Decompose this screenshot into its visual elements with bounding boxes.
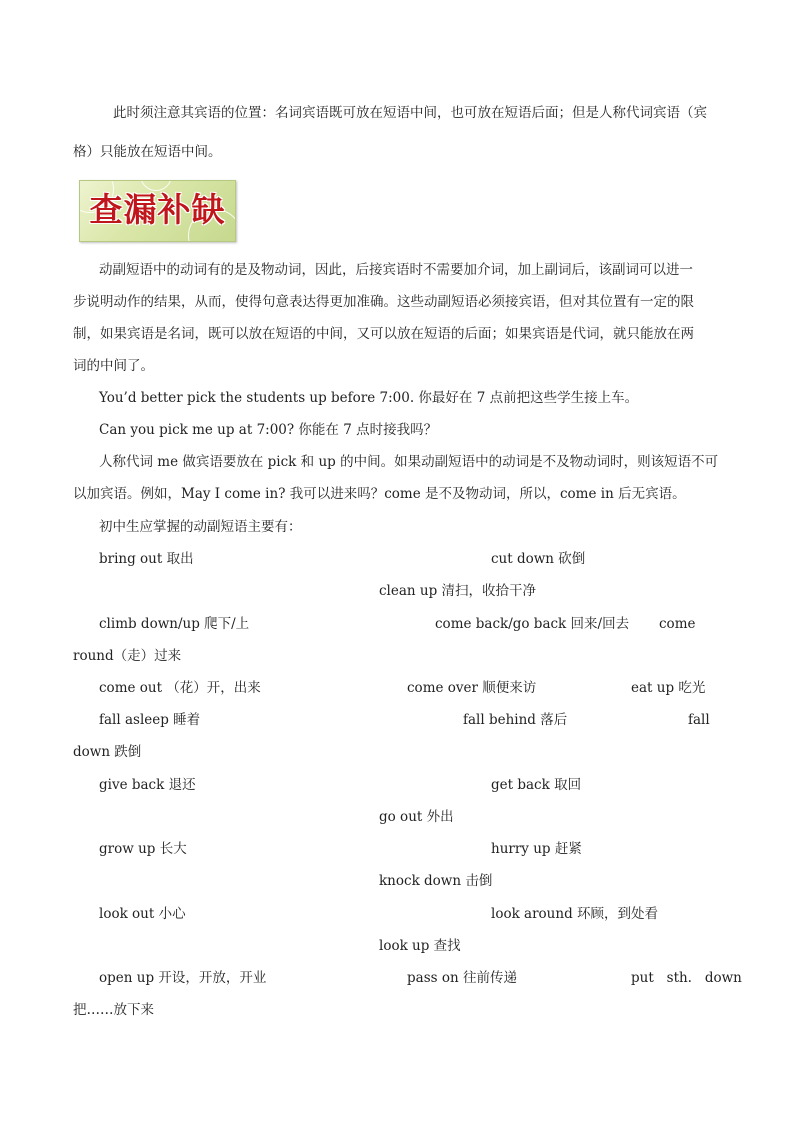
- paragraph-2-line-2: 以加宾语。例如，May I come in? 我可以进来吗？come 是不及物动词，所以，come in 后无宾语。: [73, 486, 686, 502]
- section-banner: [79, 180, 236, 242]
- paragraph-1-line-2: 步说明动作的结果，从而，使得句意表达得更加准确。这些动副短语必须接宾语，但对其位置有一定的限: [73, 294, 694, 310]
- phrase-open-up: open up 开设，开放，开业: [99, 970, 267, 986]
- phrase-cut-down: cut down 砍倒: [491, 551, 586, 567]
- intro-line-1: 此时须注意其宾语的位置：名词宾语既可放在短语中间，也可放在短语后面；但是人称代词宾语（宾: [113, 105, 707, 121]
- paragraph-1-line-3: 制，如果宾语是名词，既可以放在短语的中间，又可以放在短语的后面；如果宾语是代词，就只能放在两: [73, 326, 694, 342]
- phrase-list-intro: 初中生应掌握的动副短语主要有：: [99, 519, 302, 535]
- phrase-climb-down-up: climb down/up 爬下/上: [99, 616, 250, 632]
- phrase-fall-asleep: fall asleep 睡着: [99, 712, 201, 728]
- phrase-bring-out: bring out 取出: [99, 551, 194, 567]
- phrase-give-back: give back 退还: [99, 777, 196, 793]
- phrase-look-up: look up 查找: [379, 938, 461, 954]
- example-sentence-1: You’d better pick the students up before 7:00. 你最好在 7 点前把这些学生接上车。: [99, 390, 639, 406]
- phrase-fall-down-part-1: fall: [688, 712, 710, 728]
- banner-title: 查漏补缺: [89, 190, 226, 229]
- phrase-fall-down-part-2: down 跌倒: [73, 744, 142, 760]
- paragraph-1-line-4: 词的中间了。: [73, 358, 154, 374]
- phrase-go-out: go out 外出: [379, 809, 454, 825]
- intro-line-2: 格）只能放在短语中间。: [73, 144, 222, 160]
- phrase-clean-up: clean up 清扫，收拾干净: [379, 583, 537, 599]
- phrase-come-round-part-1: come: [659, 616, 696, 632]
- phrase-look-around: look around 环顾，到处看: [491, 906, 658, 922]
- phrase-come-out: come out （花）开，出来: [99, 680, 261, 696]
- phrase-knock-down: knock down 击倒: [379, 873, 493, 889]
- phrase-come-over: come over 顺便来访: [407, 680, 537, 696]
- phrase-come-round-part-2: round（走）过来: [73, 648, 182, 664]
- phrase-put-down-part-1: put sth. down: [631, 970, 742, 986]
- example-sentence-2: Can you pick me up at 7:00? 你能在 7 点时接我吗？: [99, 422, 438, 438]
- paragraph-1-line-1: 动副短语中的动词有的是及物动词，因此，后接宾语时不需要加介词，加上副词后，该副词可以进一: [99, 262, 693, 278]
- phrase-come-back-go-back: come back/go back 回来/回去: [435, 616, 630, 632]
- phrase-put-down-part-2: 把……放下来: [73, 1002, 154, 1018]
- phrase-hurry-up: hurry up 赶紧: [491, 841, 582, 857]
- phrase-eat-up: eat up 吃光: [631, 680, 706, 696]
- phrase-fall-behind: fall behind 落后: [463, 712, 568, 728]
- phrase-look-out: look out 小心: [99, 906, 186, 922]
- paragraph-2-line-1: 人称代词 me 做宾语要放在 pick 和 up 的中间。如果动副短语中的动词是不及物动词时，则该短语不可: [99, 454, 719, 470]
- phrase-pass-on: pass on 往前传递: [407, 970, 517, 986]
- phrase-get-back: get back 取回: [491, 777, 582, 793]
- phrase-grow-up: grow up 长大: [99, 841, 187, 857]
